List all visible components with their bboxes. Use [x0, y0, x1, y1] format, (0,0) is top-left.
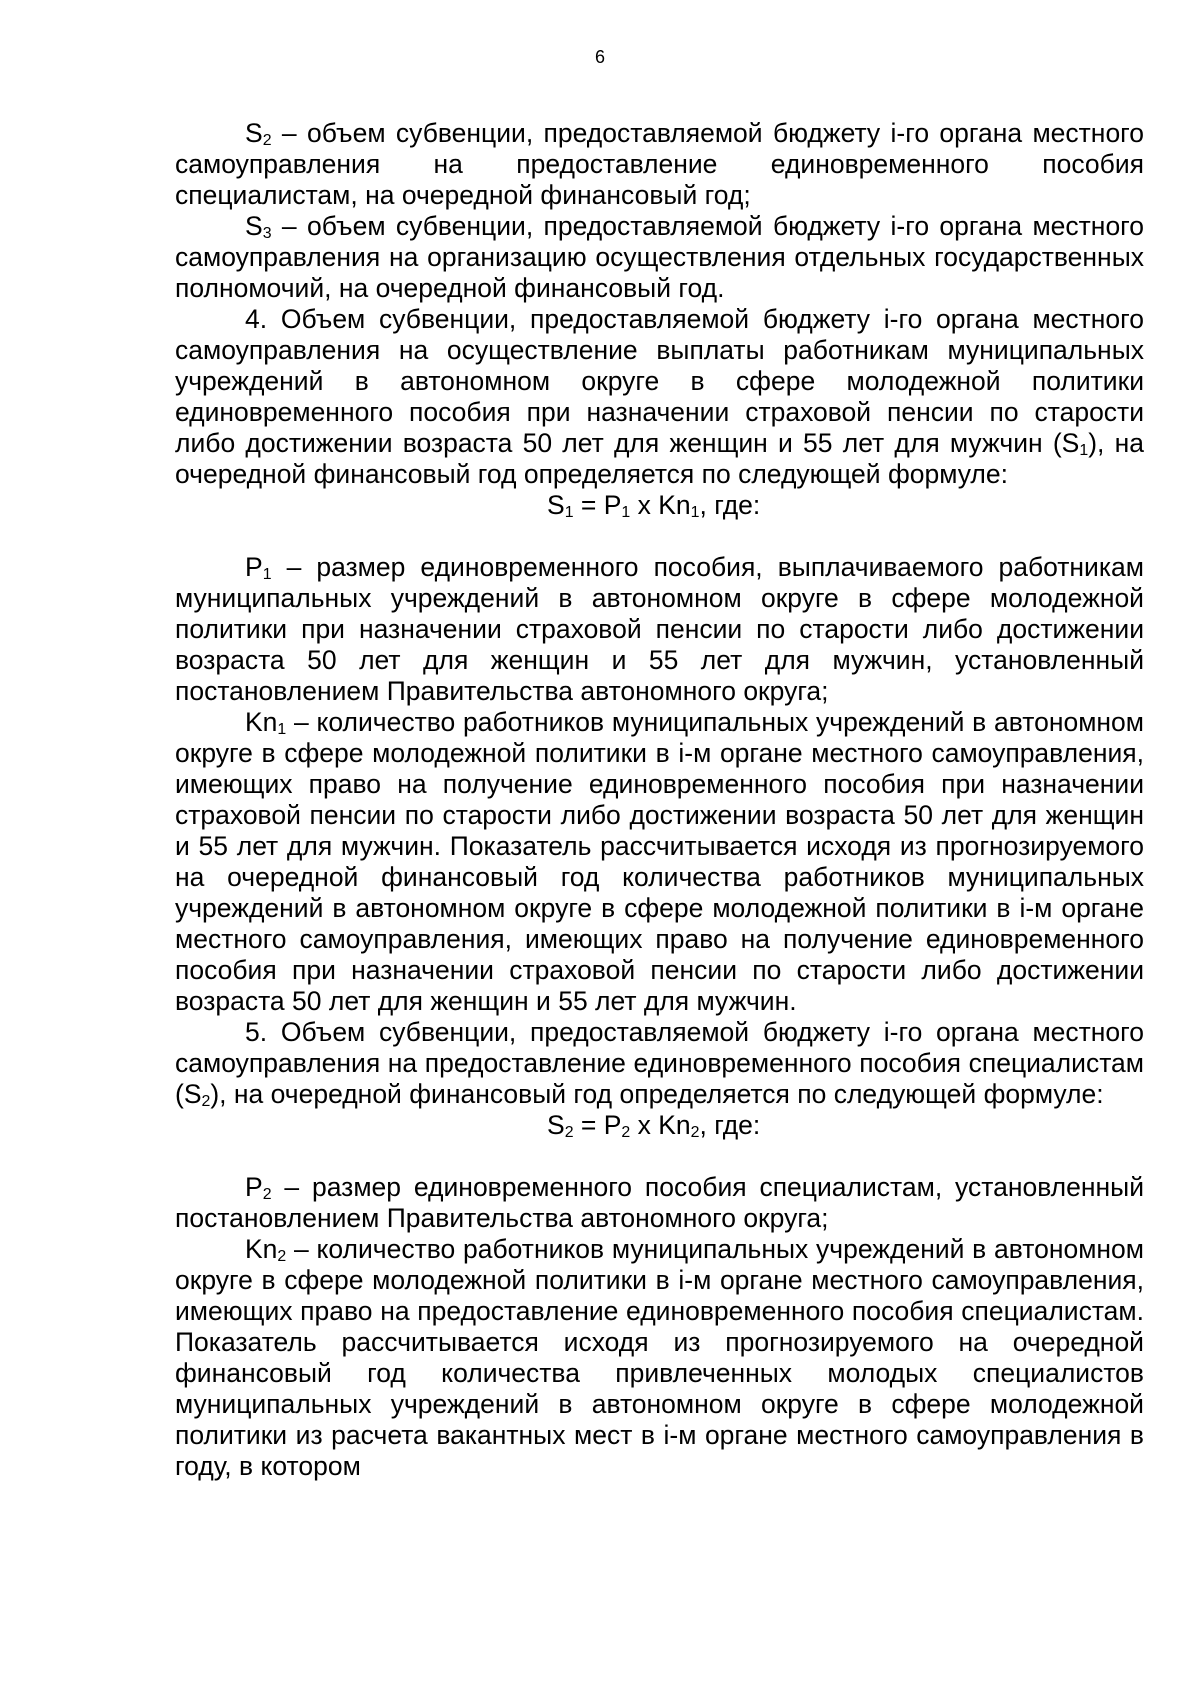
subscript: 1	[277, 721, 287, 739]
paragraph-item-5	[175, 1017, 1144, 1110]
item-text: 4. Объем субвенции, предоставляемой бюджету i-го органа местного самоуправления на осуществление выплаты работникам муниципальных учреждений в автономном округе в сфере молодежной политики единовременного пособия при назначении страховой пенсии по старости либо достижении возраста 50 лет для женщин и 55 лет для мужчин (S	[175, 304, 1144, 458]
subscript: 2	[262, 132, 272, 150]
subscript: 2	[201, 1093, 211, 1111]
subscript: 1	[262, 566, 272, 584]
subscript: 2	[690, 1124, 700, 1142]
subscript: 3	[262, 225, 272, 243]
paragraph-kn2-definition	[175, 1234, 1144, 1482]
formula-part: = P	[573, 490, 622, 520]
subscript: 1	[564, 504, 574, 522]
item-text: 5. Объем субвенции, предоставляемой бюджету i-го органа местного самоуправления на предоставление единовременного пособия специалистам (S	[175, 1017, 1144, 1109]
paragraph-s2-definition	[175, 118, 1144, 211]
formula-part: S	[547, 1110, 565, 1140]
document-body	[175, 118, 1144, 1482]
paragraph-p1-definition	[175, 552, 1144, 707]
definition-text: – размер единовременного пособия специалистам, установленный постановлением Правительства автономного округа;	[175, 1172, 1144, 1233]
subscript: 2	[621, 1124, 631, 1142]
subscript: 2	[277, 1248, 287, 1266]
formula-part: S	[547, 490, 565, 520]
formula-part: х Kn	[630, 490, 691, 520]
definition-text: – объем субвенции, предоставляемой бюджету i-го органа местного самоуправления на предоставление единовременного пособия специалистам, на очередной финансовый год;	[175, 118, 1144, 210]
paragraph-item-4	[175, 304, 1144, 490]
blank-line	[175, 1141, 1144, 1172]
subscript: 2	[262, 1186, 272, 1204]
subscript: 2	[564, 1124, 574, 1142]
formula-s2	[175, 1110, 1144, 1141]
page-number: 6	[594, 47, 605, 67]
definition-text: – количество работников муниципальных учреждений в автономном округе в сфере молодежной политики в i-м органе местного самоуправления, имеющих право на получение единовременного пособия при назначении страховой пенсии по старости либо достижении возраста 50 лет для женщин и 55 лет для мужчин. Показатель рассчитывается исходя из прогнозируемого на очередной финансовый год количества работников муниципальных учреждений в автономном округе в сфере молодежной политики в i-м органе местного самоуправления, имеющих право на получение единовременного пособия при назначении страховой пенсии по старости либо достижении возраста 50 лет для женщин и 55 лет для мужчин.	[175, 707, 1144, 1016]
symbol: P	[245, 1172, 263, 1202]
subscript: 1	[690, 504, 700, 522]
item-text-end: ), на очередной финансовый год определяется по следующей формуле:	[210, 1079, 1104, 1109]
definition-text: – объем субвенции, предоставляемой бюджету i-го органа местного самоуправления на организацию осуществления отдельных государственных полномочий, на очередной финансовый год.	[175, 211, 1144, 303]
formula-s1	[175, 490, 1144, 521]
paragraph-kn1-definition	[175, 707, 1144, 1017]
formula-part: , где:	[699, 490, 761, 520]
subscript: 1	[1079, 442, 1089, 460]
symbol: S	[245, 118, 263, 148]
symbol: Kn	[245, 707, 278, 737]
symbol: Kn	[245, 1234, 278, 1264]
paragraph-p2-definition	[175, 1172, 1144, 1234]
subscript: 1	[621, 504, 631, 522]
symbol: S	[245, 211, 263, 241]
definition-text: – количество работников муниципальных учреждений в автономном округе в сфере молодежной политики в i-м органе местного самоуправления, имеющих право на предоставление единовременного пособия специалистам. Показатель рассчитывается исходя из прогнозируемого на очередной финансовый год количества привлеченных молодых специалистов муниципальных учреждений в автономном округе в сфере молодежной политики из расчета вакантных мест в i-м органе местного самоуправления в году, в котором	[175, 1234, 1144, 1481]
definition-text: – размер единовременного пособия, выплачиваемого работникам муниципальных учреждений в автономном округе в сфере молодежной политики при назначении страховой пенсии по старости либо достижении возраста 50 лет для женщин и 55 лет для мужчин, установленный постановлением Правительства автономного округа;	[175, 552, 1144, 706]
formula-part: , где:	[699, 1110, 761, 1140]
blank-line	[175, 521, 1144, 552]
paragraph-s3-definition	[175, 211, 1144, 304]
symbol: P	[245, 552, 263, 582]
item-text-end: ), на очередной финансовый год определяется по следующей формуле:	[175, 428, 1144, 489]
formula-part: = P	[573, 1110, 622, 1140]
formula-part: х Kn	[630, 1110, 691, 1140]
